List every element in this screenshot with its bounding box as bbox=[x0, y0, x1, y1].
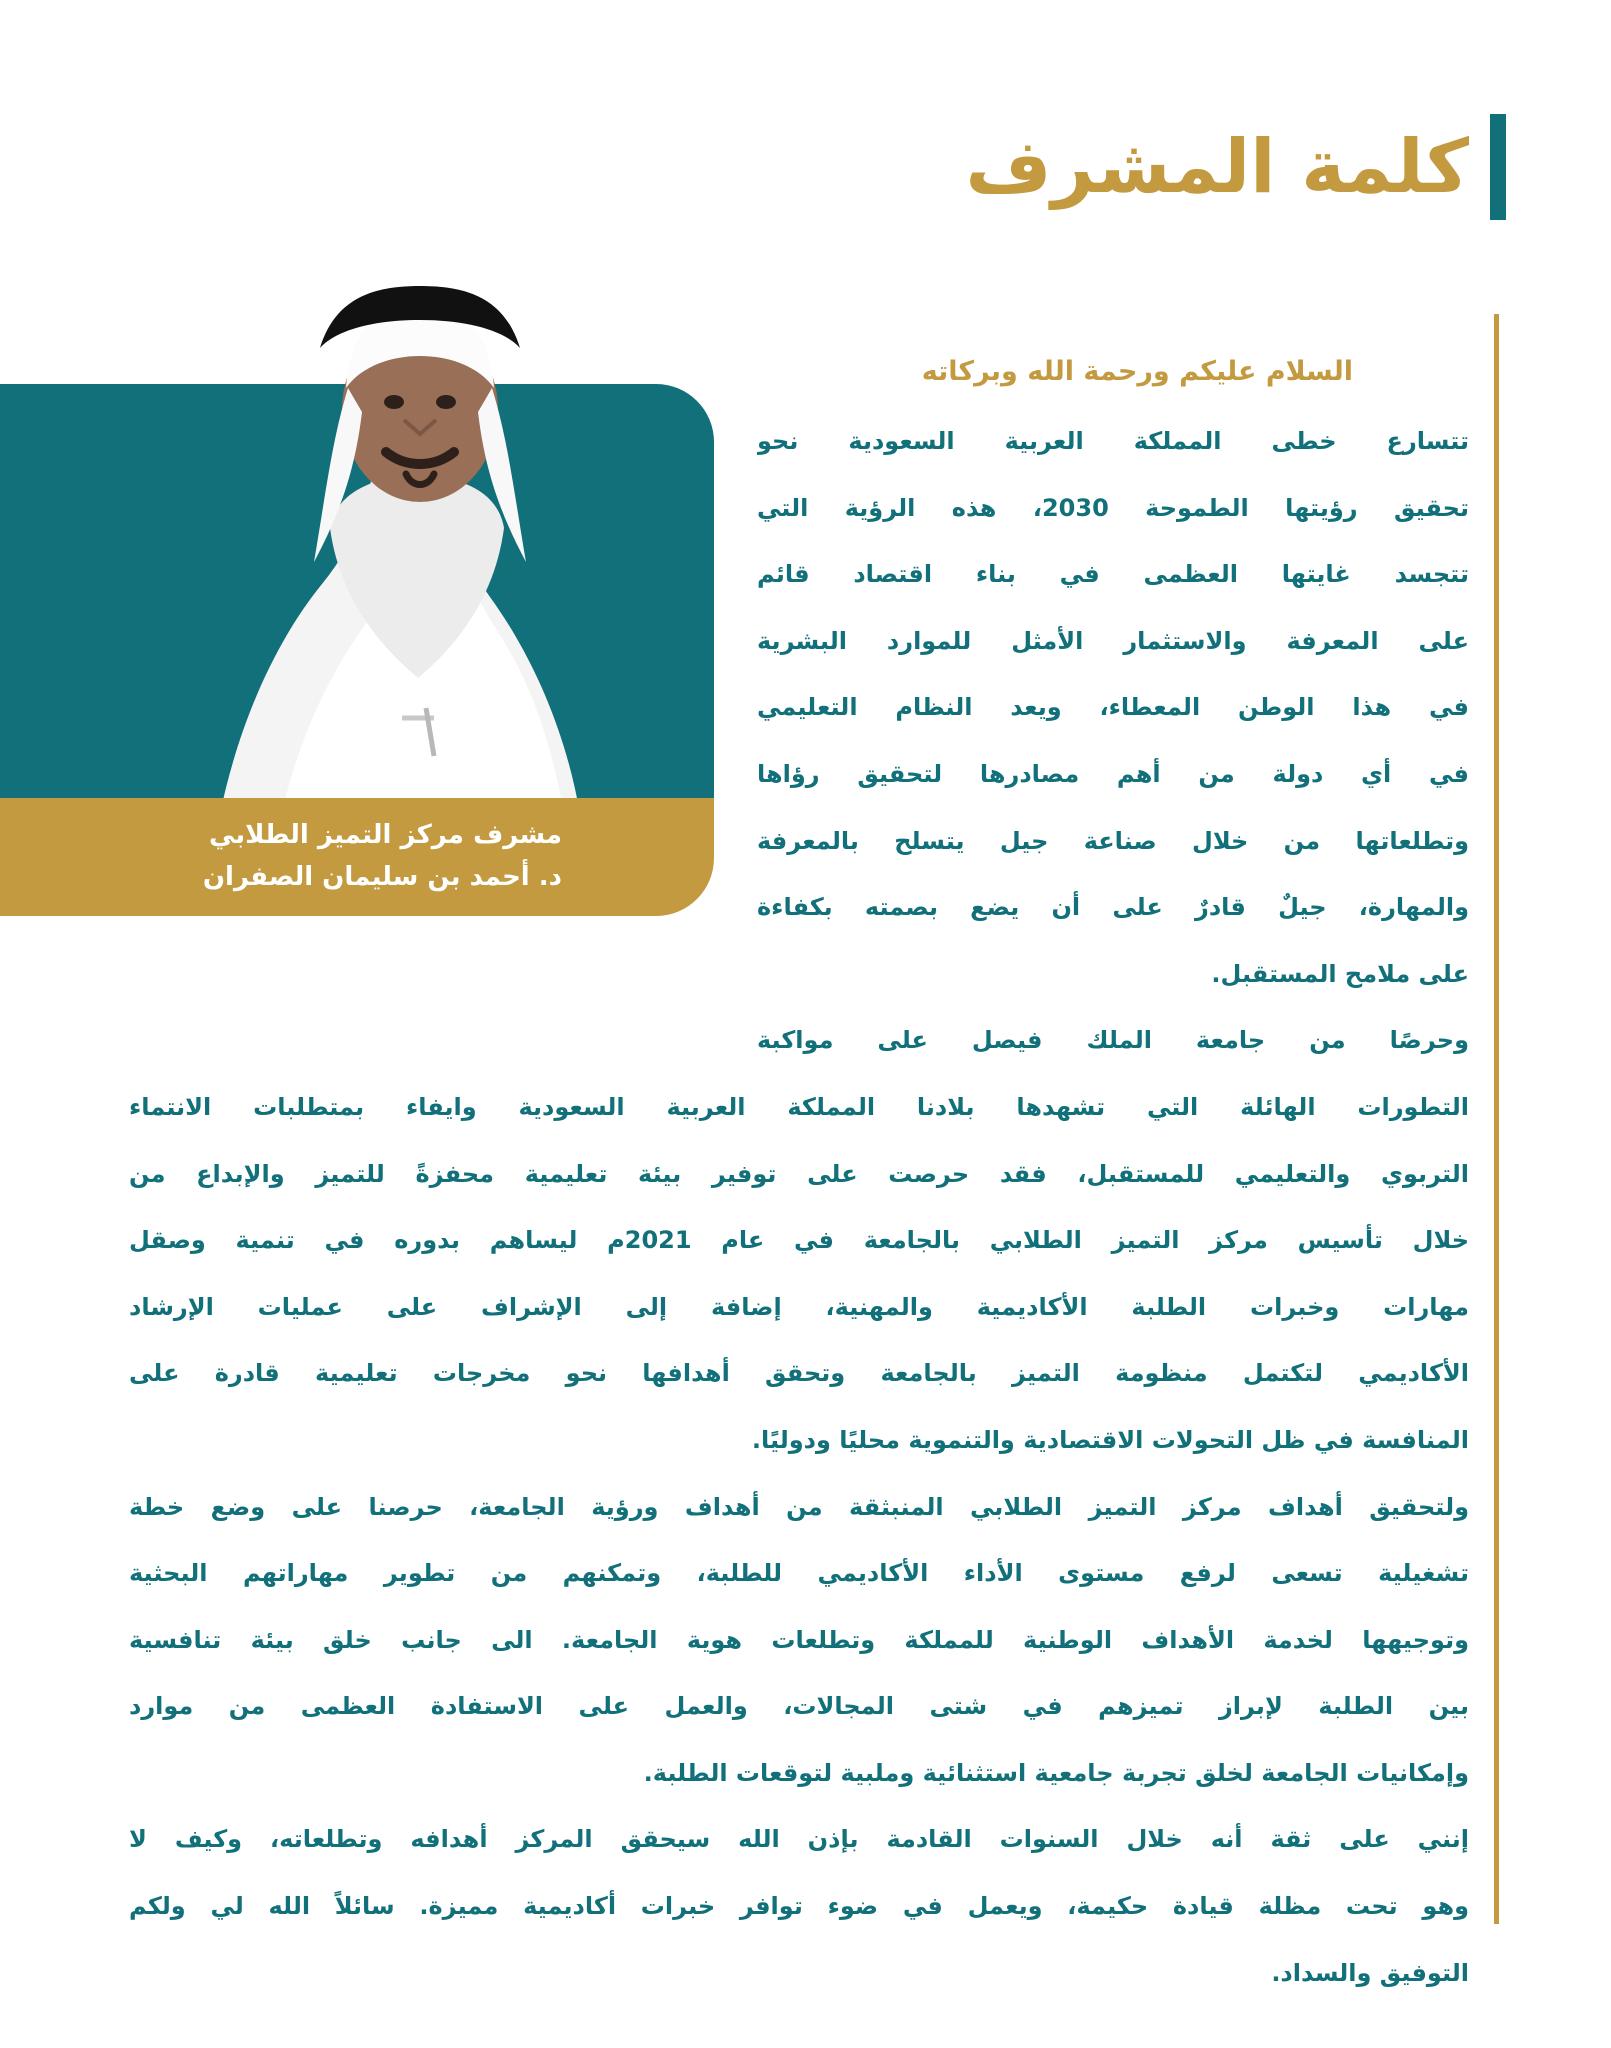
letter-line: والمهارة، جيلٌ قادرٌ على أن يضع بصمته بكفاءة bbox=[757, 893, 1469, 922]
letter-line: الأكاديمي لتكتمل منظومة التميز بالجامعة وتحقق أهدافها نحو مخرجات تعليمية قادرة على bbox=[129, 1359, 1469, 1388]
letter-line: ولتحقيق أهداف مركز التميز الطلابي المنبثقة من أهداف ورؤية الجامعة، حرصنا على وضع خطة bbox=[129, 1492, 1469, 1521]
letter-line: مهارات وخبرات الطلبة الأكاديمية والمهنية، إضافة إلى الإشراف على عمليات الإرشاد bbox=[129, 1292, 1469, 1321]
letter-line: إنني على ثقة أنه خلال السنوات القادمة بإذن الله سيحقق المركز أهدافه وتطلعاته، وكيف لا bbox=[129, 1825, 1469, 1854]
letter-line: وحرصًا من جامعة الملك فيصل على مواكبة bbox=[757, 1026, 1469, 1055]
letter-body bbox=[129, 408, 1469, 2006]
letter-line: التربوي والتعليمي للمستقبل، فقد حرصت على توفير بيئة تعليمية محفزةً للتميز والإبداع من bbox=[129, 1159, 1469, 1188]
content-vertical-rule bbox=[1494, 314, 1499, 1924]
letter-line: خلال تأسيس مركز التميز الطلابي بالجامعة في عام 2021م ليساهم بدوره في تنمية وصقل bbox=[129, 1226, 1469, 1255]
letter-line: تتجسد غايتها العظمى في بناء اقتصاد قائم bbox=[757, 560, 1469, 589]
letter-line: التوفيق والسداد. bbox=[1271, 1958, 1469, 1987]
letter-line: على ملامح المستقبل. bbox=[1211, 959, 1469, 988]
letter-line: المنافسة في ظل التحولات الاقتصادية والتنموية محليًا ودوليًا. bbox=[751, 1425, 1469, 1454]
letter-line: بين الطلبة لإبراز تميزهم في شتى المجالات، والعمل على الاستفادة العظمى من موارد bbox=[129, 1692, 1469, 1721]
supervisor-role: مشرف مركز التميز الطلابي bbox=[209, 820, 562, 850]
supervisor-name: د. أحمد بن سليمان الصفران bbox=[202, 862, 562, 892]
letter-line: وتطلعاتها من خلال صناعة جيل يتسلح بالمعرفة bbox=[757, 826, 1469, 855]
letter-line: وتوجيهها لخدمة الأهداف الوطنية للمملكة وتطلعات هوية الجامعة. الى جانب خلق بيئة تنافسية bbox=[129, 1625, 1469, 1654]
letter-line: وإمكانيات الجامعة لخلق تجربة جامعية استثنائية وملبية لتوقعات الطلبة. bbox=[643, 1758, 1469, 1787]
greeting: السلام عليكم ورحمة الله وبركاته bbox=[921, 356, 1353, 387]
page-title: كلمة المشرف bbox=[965, 124, 1469, 210]
letter-line: وهو تحت مظلة قيادة حكيمة، ويعمل في ضوء توافر خبرات أكاديمية مميزة. سائلاً الله لي ولكم bbox=[129, 1892, 1469, 1921]
title-accent-bar bbox=[1490, 114, 1506, 220]
letter-line: على المعرفة والاستثمار الأمثل للموارد البشرية bbox=[757, 626, 1469, 655]
letter-line: التطورات الهائلة التي تشهدها بلادنا المملكة العربية السعودية وايفاء بمتطلبات الانتماء bbox=[129, 1092, 1469, 1121]
letter-line: تحقيق رؤيتها الطموحة 2030، هذه الرؤية التي bbox=[757, 493, 1469, 522]
letter-line: تشغيلية تسعى لرفع مستوى الأداء الأكاديمي للطلبة، وتمكنهم من تطوير مهاراتهم البحثية bbox=[129, 1559, 1469, 1588]
letter-line: تتسارع خطى المملكة العربية السعودية نحو bbox=[757, 427, 1469, 455]
letter-line: في هذا الوطن المعطاء، ويعد النظام التعليمي bbox=[757, 693, 1469, 722]
letter-line: في أي دولة من أهم مصادرها لتحقيق رؤاها bbox=[757, 759, 1469, 788]
